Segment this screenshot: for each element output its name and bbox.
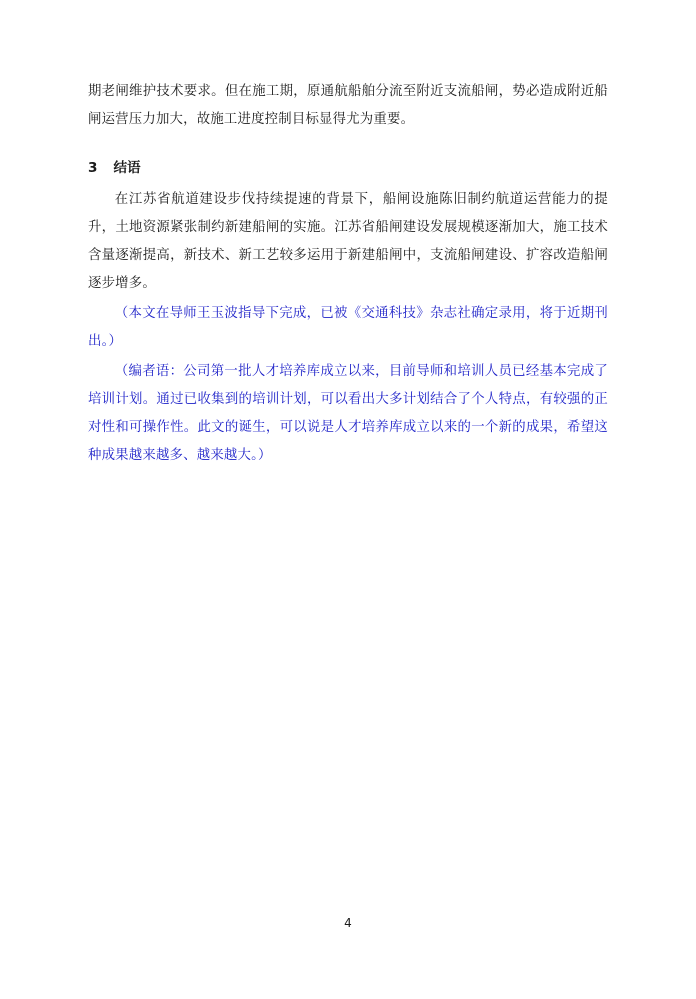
section-heading-title: 结语	[113, 160, 141, 176]
page-number: 4	[344, 916, 352, 930]
page-content	[88, 78, 608, 470]
paragraph-spacer	[88, 134, 608, 142]
section-heading	[88, 154, 608, 182]
note-editor: （编者语：公司第一批人才培养库成立以来，目前导师和培训人员已经基本完成了培训计划。通过已收集到的培训计划，可以看出大多计划结合了个人特点，有较强的正对性和可操作性。此文的诞生，可以说是人才培养库成立以来的一个新的成果，希望这种成果越来越多、越来越大。）	[88, 364, 608, 463]
note-advisor: （本文在导师王玉波指导下完成，已被《交通科技》杂志社确定录用，将于近期刊出。）	[88, 306, 608, 349]
paragraph-conclusion: 在江苏省航道建设步伐持续提速的背景下，船闸设施陈旧制约航道运营能力的提升，土地资源紧张制约新建船闸的实施。江苏省船闸建设发展规模逐渐加大，施工技术含量逐渐提高，新技术、新工艺较多运用于新建船闸中，支流船闸建设、扩容改造船闸逐步增多。	[88, 192, 608, 291]
section-heading-number: 3	[88, 160, 98, 176]
paragraph-continued: 期老闸维护技术要求。但在施工期，原通航船舶分流至附近支流船闸，势必造成附近船闸运营压力加大，故施工进度控制目标显得尤为重要。	[88, 84, 608, 127]
